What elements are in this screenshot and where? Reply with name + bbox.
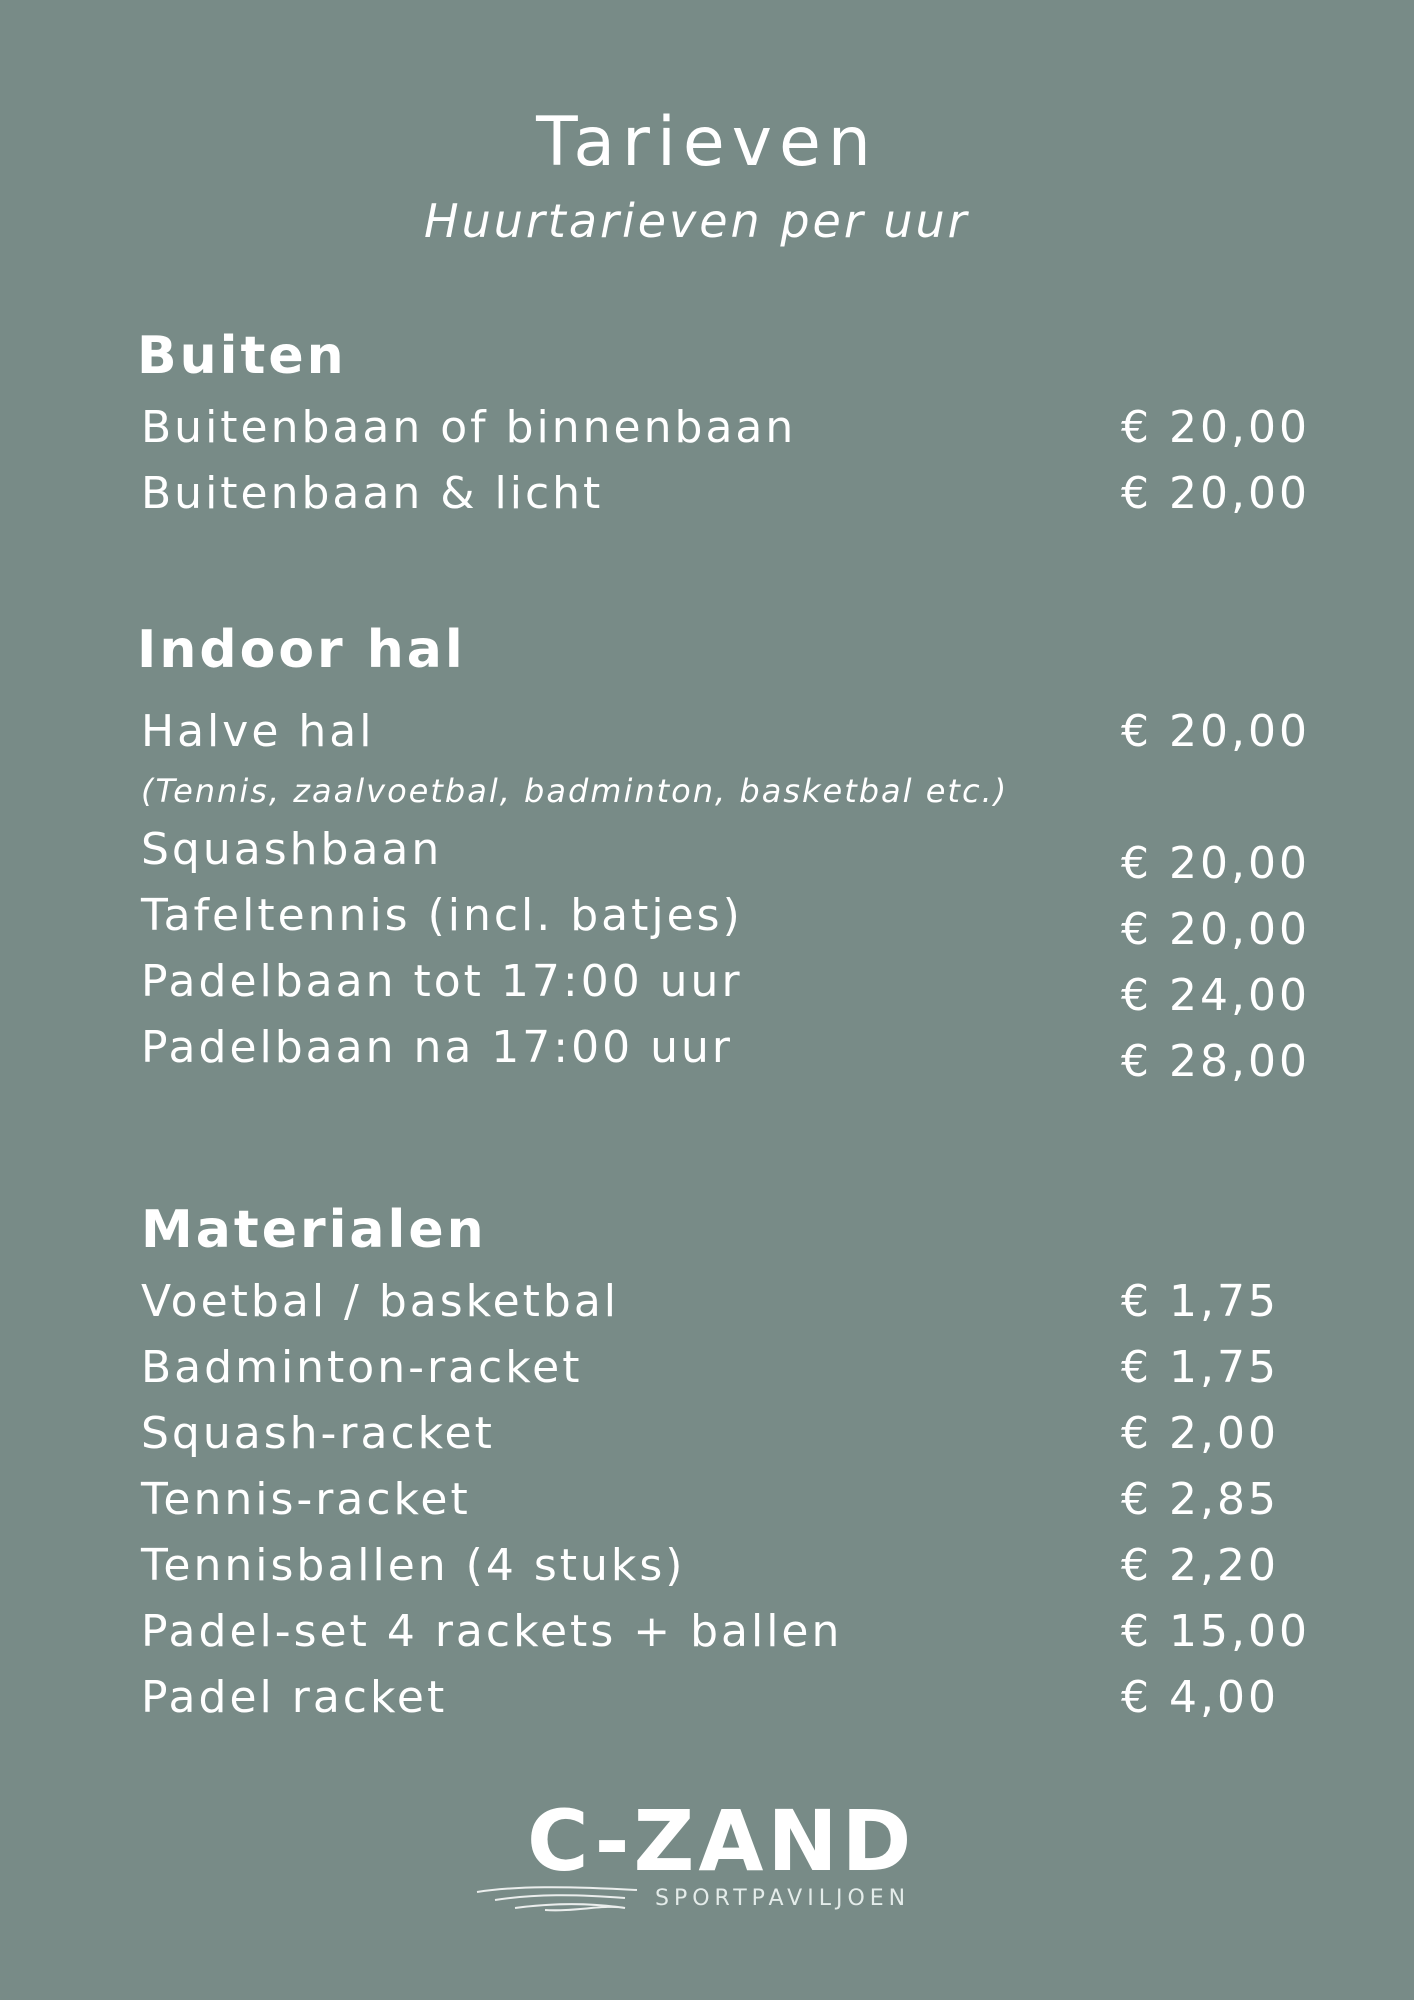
item-label: Padelbaan na 17:00 uur (141, 1022, 733, 1073)
item-price: € 4,00 (1121, 1672, 1279, 1723)
item-price: € 1,75 (1121, 1342, 1279, 1393)
item-label: Buitenbaan of binnenbaan (141, 402, 797, 453)
item-label: Squash-racket (141, 1408, 495, 1459)
item-label: Squashbaan (141, 824, 443, 875)
item-price: € 20,00 (1121, 402, 1310, 453)
item-price: € 20,00 (1121, 468, 1310, 519)
item-price: € 2,00 (1121, 1408, 1279, 1459)
item-price: € 28,00 (1121, 1036, 1310, 1087)
logo-tagline: SPORTPAVILJOEN (655, 1886, 911, 1911)
section-heading-materialen: Materialen (141, 1200, 487, 1260)
item-label: Tafeltennis (incl. batjes) (141, 890, 743, 941)
item-price: € 1,75 (1121, 1276, 1279, 1327)
item-label: Padel-set 4 rackets + ballen (141, 1606, 843, 1657)
wave-icon (475, 1882, 655, 1922)
page-subtitle: Huurtarieven per uur (424, 194, 970, 248)
logo-wordmark: C-ZAND (527, 1792, 916, 1890)
item-price: € 15,00 (1121, 1606, 1310, 1657)
item-price: € 24,00 (1121, 970, 1310, 1021)
item-label: Voetbal / basketbal (141, 1276, 620, 1327)
section-heading-buiten: Buiten (137, 326, 347, 386)
item-label: Buitenbaan & licht (141, 468, 604, 519)
section-heading-indoor-hal: Indoor hal (137, 620, 466, 680)
item-note: (Tennis, zaalvoetbal, badminton, basketbal etc.) (141, 772, 1009, 810)
item-price: € 2,20 (1121, 1540, 1279, 1591)
item-price: € 20,00 (1121, 904, 1310, 955)
item-price: € 20,00 (1121, 706, 1310, 757)
item-label: Padel racket (141, 1672, 448, 1723)
item-label: Badminton-racket (141, 1342, 583, 1393)
item-label: Tennis-racket (141, 1474, 471, 1525)
item-label: Halve hal (141, 706, 375, 757)
item-label: Tennisballen (4 stuks) (141, 1540, 686, 1591)
item-label: Padelbaan tot 17:00 uur (141, 956, 743, 1007)
logo (475, 1792, 925, 1926)
item-price: € 20,00 (1121, 838, 1310, 889)
item-price: € 2,85 (1121, 1474, 1279, 1525)
page-title: Tarieven (536, 103, 878, 182)
